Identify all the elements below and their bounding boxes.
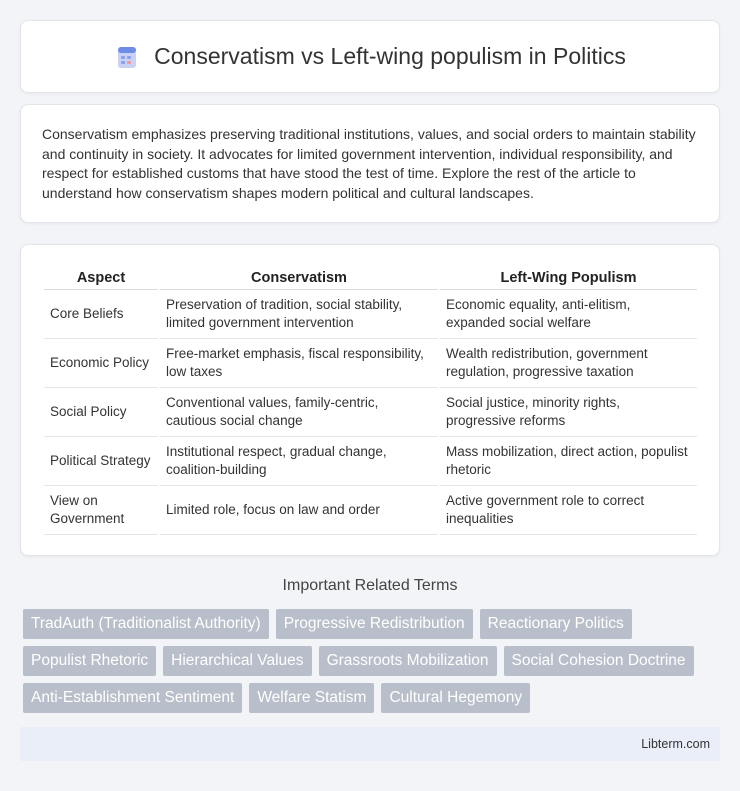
conservatism-cell: Preservation of tradition, social stability, limited government intervention [160,290,438,339]
aspect-cell: View on Government [44,486,158,535]
conservatism-cell: Institutional respect, gradual change, coalition-building [160,437,438,486]
populism-cell: Active government role to correct inequalities [440,486,697,535]
aspect-cell: Economic Policy [44,339,158,388]
populism-cell: Mass mobilization, direct action, populist rhetoric [440,437,697,486]
conservatism-cell: Limited role, focus on law and order [160,486,438,535]
conservatism-cell: Free-market emphasis, fiscal responsibility, low taxes [160,339,438,388]
header-aspect: Aspect [44,267,158,290]
related-terms-tags [23,609,723,713]
table-row [44,388,697,437]
comparison-table [42,267,699,535]
footer [20,727,720,761]
aspect-cell: Political Strategy [44,437,158,486]
tag-anti-establishment-sentiment[interactable]: Anti-Establishment Sentiment [23,683,242,713]
populism-cell: Wealth redistribution, government regulation, progressive taxation [440,339,697,388]
comparison-table-card [20,244,720,556]
table-row [44,339,697,388]
tag-progressive-redistribution[interactable]: Progressive Redistribution [276,609,473,639]
tag-cultural-hegemony[interactable]: Cultural Hegemony [381,683,530,713]
intro-text: Conservatism emphasizes preserving traditional institutions, values, and social orders to maintain stability and continuity in society. It advocates for limited government intervention, individual responsibility, and respect for established customs that have stood the test of time. Explore the rest of the article to understand how conservatism shapes modern political and cultural landscapes. [42,126,696,201]
table-row [44,437,697,486]
tag-reactionary-politics[interactable]: Reactionary Politics [480,609,632,639]
table-row [44,290,697,339]
aspect-cell: Core Beliefs [44,290,158,339]
conservatism-cell: Conventional values, family-centric, cautious social change [160,388,438,437]
tag-social-cohesion-doctrine[interactable]: Social Cohesion Doctrine [504,646,694,676]
document-icon [114,44,140,70]
tag-hierarchical-values[interactable]: Hierarchical Values [163,646,311,676]
header-left-wing-populism: Left-Wing Populism [440,267,697,290]
table-header-row [44,267,697,290]
related-terms-title: Important Related Terms [282,577,458,594]
tag-grassroots-mobilization[interactable]: Grassroots Mobilization [319,646,497,676]
tag-tradauth[interactable]: TradAuth (Traditionalist Authority) [23,609,269,639]
table-row [44,486,697,535]
footer-site-link[interactable]: Libterm.com [641,737,710,751]
aspect-cell: Social Policy [44,388,158,437]
populism-cell: Social justice, minority rights, progressive reforms [440,388,697,437]
page-title: Conservatism vs Left-wing populism in Politics [154,43,626,69]
tag-welfare-statism[interactable]: Welfare Statism [249,683,374,713]
header-conservatism: Conservatism [160,267,438,290]
tag-populist-rhetoric[interactable]: Populist Rhetoric [23,646,156,676]
intro-card [20,104,720,223]
populism-cell: Economic equality, anti-elitism, expanded social welfare [440,290,697,339]
title-card [20,20,720,93]
